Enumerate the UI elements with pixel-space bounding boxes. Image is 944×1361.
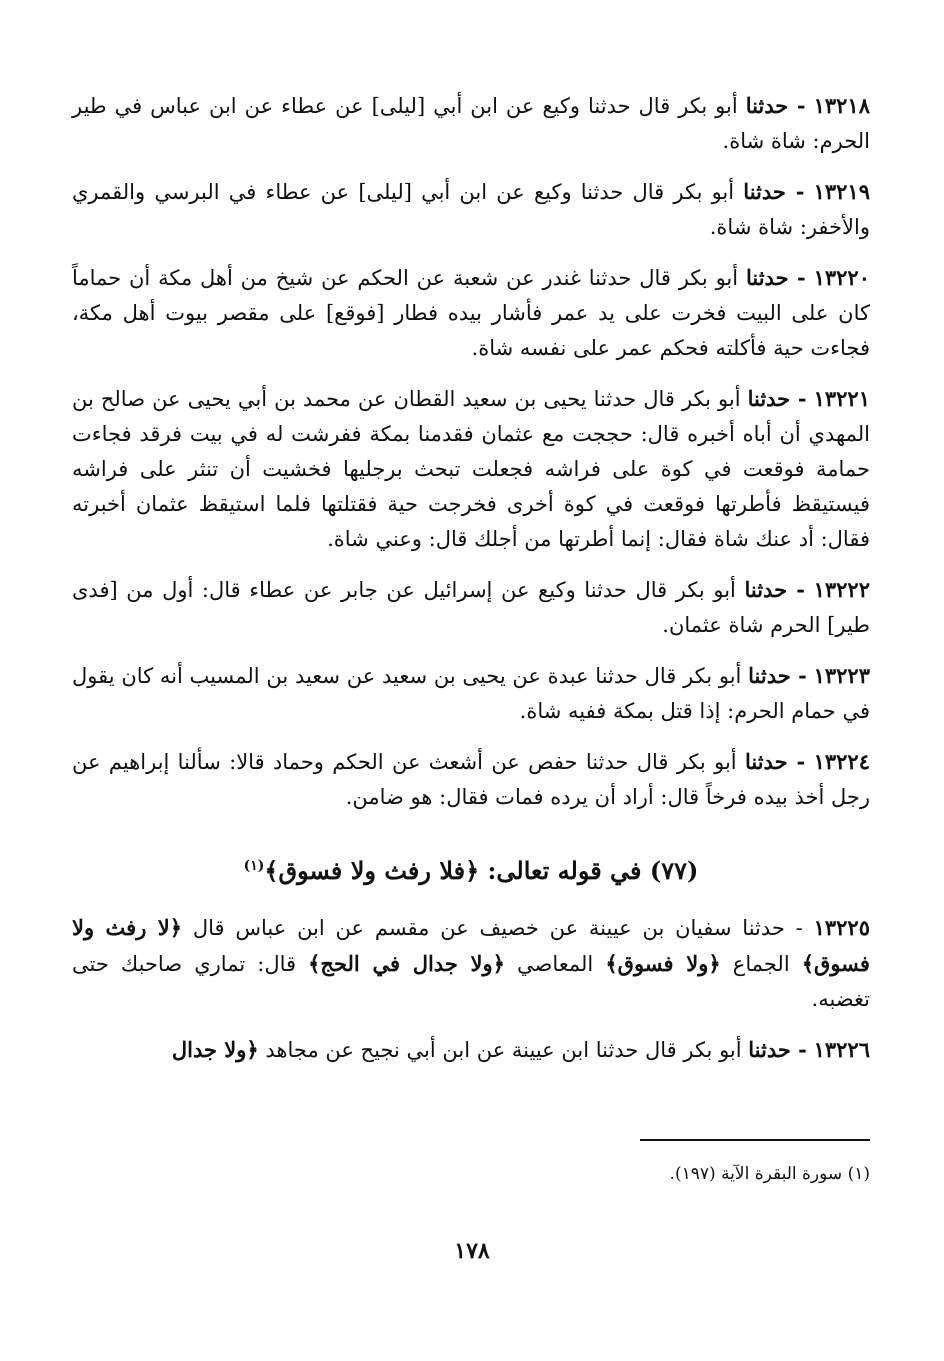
entry-13223: ١٣٢٢٣ - حدثنا أبو بكر قال حدثنا عبدة عن يحيى بن سعيد عن سعيد بن المسيب أنه كان يقول في حمام الحرم: إذا قتل بمكة ففيه شاة. — [72, 663, 870, 723]
entry-head: حدثنا — [745, 265, 789, 290]
entry-head: حدثنا — [744, 749, 788, 774]
entry-13220: ١٣٢٢٠ - حدثنا أبو بكر قال حدثنا غندر عن شعبة عن الحكم عن شيخ من أهل مكة أن حماماً كان على البيت فخرت على يد عمر فأشار بيده فطار [فوقع] على مقصر بيوت أهل مكة، فجاءت حية فأكلته فحكم عمر على نفسه شاة. — [72, 265, 870, 360]
entry-text: أبو بكر قال حدثنا غندر عن شعبة عن الحكم عن شيخ من أهل مكة أن حماماً كان على البيت فخرت على يد عمر فأشار بيده فطار [فوقع] على مقصر بيوت أهل مكة، فجاءت حية فأكلته فحكم عمر على نفسه شاة. — [72, 266, 870, 360]
entry-head: حدثنا — [748, 1037, 791, 1062]
entry-head: حدثنا — [748, 663, 791, 688]
quran-quote: ﴿ولا جدال في الحج﴾ — [308, 951, 505, 976]
entry-head: حدثنا — [745, 93, 789, 118]
entry-text: أبو بكر قال حدثنا وكيع عن ابن أبي [ليلى] عن عطاء عن ابن عباس في طير الحرم: شاة شاة. — [72, 94, 870, 153]
entry-number: ١٣٢٢٤ — [813, 749, 870, 774]
quran-quote: ﴿لا رفث ولا فسوق﴾ — [72, 915, 870, 976]
entry-text: أبو بكر قال حدثنا عبدة عن يحيى بن سعيد عن سعيد بن المسيب أنه كان يقول في حمام الحرم: إذا قتل بمكة ففيه شاة. — [72, 664, 870, 723]
entry-number: ١٣٢٢١ — [813, 386, 870, 411]
entry-head: حدثنا — [744, 577, 788, 602]
entry-text: أبو بكر قال حدثنا وكيع عن ابن أبي [ليلى] عن عطاء في البرسي والقمري والأخفر: شاة شاة. — [72, 180, 870, 239]
entry-13221: ١٣٢٢١ - حدثنا أبو بكر قال حدثنا يحيى بن سعيد القطان عن محمد بن أبي يحيى عن صالح بن المهدي أن أباه أخبره قال: حججت مع عثمان فقدمنا بمكة ففرشت له في بيت فرقد فجاءت حمامة فوقعت في كوة على فراشه فجعلت تبحث برجليها فخشيت أن تنثر على فراشه فيستيقظ فأطرتها فوقعت في كوة أخرى فخرجت حية فقتلتها فلما استيقظ عثمان أخبرته فقال: أد عنك شاة فقال: إنما أطرتها من أجلك قال: وعني شاة. — [72, 386, 870, 551]
entry-head: حدثنا — [747, 386, 791, 411]
entry-13224: ١٣٢٢٤ - حدثنا أبو بكر قال حدثنا حفص عن أشعث عن الحكم وحماد قالا: سألنا إبراهيم عن رجل أخذ بيده فرخاً قال: أراد أن يرده فمات فقال: هو ضامن. — [72, 749, 870, 809]
entry-number: ١٣٢١٨ — [813, 93, 870, 118]
entry-number: ١٣٢٢٠ — [813, 265, 870, 290]
entry-number: ١٣٢٢٣ — [813, 663, 870, 688]
section-quote: ﴿فلا رفث ولا فسوق﴾ — [264, 856, 480, 885]
entry-13218: ١٣٢١٨ - حدثنا أبو بكر قال حدثنا وكيع عن ابن أبي [ليلى] عن عطاء عن ابن عباس في طير الحرم: شاة شاة. — [72, 93, 870, 153]
footnote-divider — [640, 1139, 870, 1141]
entry-text: أبو بكر قال حدثنا ابن عيينة عن ابن أبي نجيح عن مجاهد — [265, 1038, 742, 1062]
entry-13225 — [72, 910, 870, 1017]
footnote: (١) سورة البقرة الآية (١٩٧). — [669, 1164, 870, 1184]
footnote-reference[interactable]: (١) — [243, 858, 265, 874]
entry-text: - حدثنا سفيان بن عيينة عن خصيف عن مقسم عن ابن عباس قال — [192, 916, 803, 940]
entry-number: ١٣٢٢٥ — [813, 915, 870, 940]
page-number: ١٧٨ — [454, 1238, 490, 1264]
entry-13226: ١٣٢٢٦ - حدثنا أبو بكر قال حدثنا ابن عيينة عن ابن أبي نجيح عن مجاهد ﴿ولا جدال — [171, 1037, 870, 1062]
section-title: في قوله تعالى: — [487, 856, 642, 885]
entry-text: أبو بكر قال حدثنا يحيى بن سعيد القطان عن محمد بن أبي يحيى عن صالح بن المهدي أن أباه أخبره قال: حججت مع عثمان فقدمنا بمكة ففرشت له في بيت فرقد فجاءت حمامة فوقعت في كوة على فراشه فجعلت تبحث برجليها فخشيت أن تنثر على فراشه فيستيقظ فأطرتها فوقعت في كوة أخرى فخرجت حية فقتلتها فلما استيقظ عثمان أخبرته فقال: أد عنك شاة فقال: إنما أطرتها من أجلك قال: وعني شاة. — [72, 387, 870, 551]
entry-text: المعاصي — [517, 952, 594, 976]
entry-number: ١٣٢٢٢ — [813, 577, 870, 602]
section-number: (٧٧) — [649, 856, 699, 885]
quran-quote: ﴿ولا فسوق﴾ — [605, 951, 721, 976]
entry-number: ١٣٢٢٦ — [813, 1037, 870, 1062]
entry-13219: ١٣٢١٩ - حدثنا أبو بكر قال حدثنا وكيع عن ابن أبي [ليلى] عن عطاء في البرسي والقمري والأخفر: شاة شاة. — [72, 179, 870, 239]
entry-text: الجماع — [732, 952, 790, 976]
quran-quote: ﴿ولا جدال — [171, 1037, 259, 1062]
section-heading — [72, 849, 870, 888]
entry-text: أبو بكر قال حدثنا حفص عن أشعث عن الحكم وحماد قالا: سألنا إبراهيم عن رجل أخذ بيده فرخاً قال: أراد أن يرده فمات فقال: هو ضامن. — [72, 750, 870, 809]
entry-number: ١٣٢١٩ — [813, 179, 870, 204]
entry-head: حدثنا — [743, 179, 786, 204]
entry-text: قال: تماري صاحبك حتى تغضبه. — [72, 952, 870, 1011]
entry-13222: ١٣٢٢٢ - حدثنا أبو بكر قال حدثنا وكيع عن إسرائيل عن جابر عن عطاء قال: أول من [فدى طير] الحرم شاة عثمان. — [72, 577, 870, 637]
entry-text: أبو بكر قال حدثنا وكيع عن إسرائيل عن جابر عن عطاء قال: أول من [فدى طير] الحرم شاة عثمان. — [72, 578, 870, 637]
